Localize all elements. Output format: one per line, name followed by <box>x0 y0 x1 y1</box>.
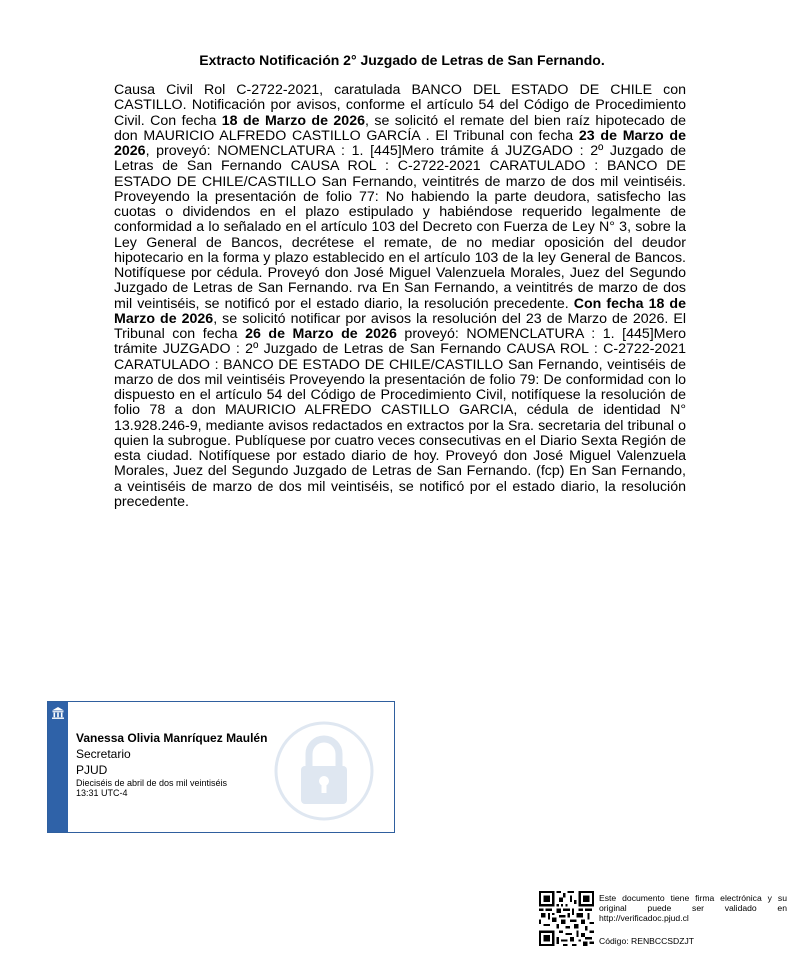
bank-icon <box>51 706 65 720</box>
signature-time: 13:31 UTC-4 <box>76 788 128 798</box>
lock-icon <box>274 716 374 826</box>
body-text-5: proveyó: NOMENCLATURA : 1. [445]Mero trámite JUZGADO : 2º Juzgado de Letras de San Fernando CAUSA ROL : C-2722-2021 CARATULADO : BANCO DE ESTADO DE CHILE/CASTILLO San Fernando, veintiséis de marzo de dos mil veintiséis Proveyendo la presentación de folio 79: De conformidad con lo dispuesto en el artículo 54 del Código de Procedimiento Civil, notifíquese la resolución de folio 78 a don MAURICIO ALFREDO CASTILLO GARCIA, cédula de identidad N° 13.928.246-9, mediante avisos redactados en extractos por la Sra. secretaria del tribunal o quien la subrogue. Publíquese por cuatro veces consecutivas en el Diario Sexta Región de esta ciudad. Notifíquese por estado diario de hoy. Proveyó don José Miguel Valenzuela Morales, Juez del Segundo Juzgado de Letras de San Fernando. (fcp) En San Fernando, a veintiséis de marzo de dos mil veintiséis, se notificó por el estado diario, la resolución precedente. <box>114 326 687 510</box>
body-text-1: Causa Civil Rol C-2722-2021, caratulada BANCO DEL ESTADO DE CHILE con CASTILLO. Notificación por avisos, conforme el artículo 54 del Código de Procedimiento Civil. Con fecha <box>114 82 686 129</box>
qr-code-icon <box>539 891 594 946</box>
verification-notice: Este documento tiene firma electrónica y su original puede ser validado en http://verificadoc.pjud.cl <box>599 893 787 923</box>
document-body <box>114 83 686 510</box>
body-text-4: , se solicitó notificar por avisos la resolución del 23 de Marzo de 2026. El Tribunal con fecha <box>114 310 686 342</box>
body-bold-1: 18 de Marzo de 2026 <box>221 112 365 129</box>
verification-code: Código: RENBCCSDZJT <box>599 936 695 946</box>
signature-block <box>47 701 395 833</box>
signer-organization: PJUD <box>76 763 108 777</box>
signer-role: Secretario <box>76 747 131 761</box>
body-bold-2: 23 de Marzo de 2026 <box>114 127 686 159</box>
body-bold-4: 26 de Marzo de 2026 <box>245 326 397 342</box>
signer-name: Vanessa Olivia Manríquez Maulén <box>76 731 268 745</box>
signature-date: Dieciséis de abril de dos mil veintiséis <box>76 778 228 788</box>
body-text-2: , se solicitó el remate del bien raíz hipotecado de don MAURICIO ALFREDO CASTILLO GARCÍA . El Tribunal con fecha <box>114 112 687 144</box>
signature-sidebar <box>48 702 68 832</box>
document-title: Extracto Notificación 2° Juzgado de Letras de San Fernando. <box>199 52 605 68</box>
body-bold-3: Con fecha 18 de Marzo de 2026 <box>114 295 686 327</box>
body-text-3: , proveyó: NOMENCLATURA : 1. [445]Mero trámite á JUZGADO : 2º Juzgado de Letras de San Fernando CAUSA ROL : C-2722-2021 CARATULADO : BANCO DE ESTADO DE CHILE/CASTILLO San Fernando, veintitrés de marzo de dos mil veintiséis. Proveyendo la presentación de folio 77: No habiendo la parte deudora, satisfecho las cuotas o dividendos en el plazo estipulado y habiéndose requerido legalmente de conformidad a lo señalado en el artículo 103 del Decreto con Fuerza de Ley N° 3, sobre la Ley General de Bancos, decrétese el remate, de no mediar oposición del deudor hipotecario en la forma y plazo establecido en el artículo 103 de la ley General de Bancos. Notifíquese por cédula. Proveyó don José Miguel Valenzuela Morales, Juez del Segundo Juzgado de Letras de San Fernando. rva En San Fernando, a veintitrés de marzo de dos mil veintiséis, se notificó por el estado diario, la resolución precedente. <box>114 143 686 312</box>
signature-details <box>76 730 267 798</box>
